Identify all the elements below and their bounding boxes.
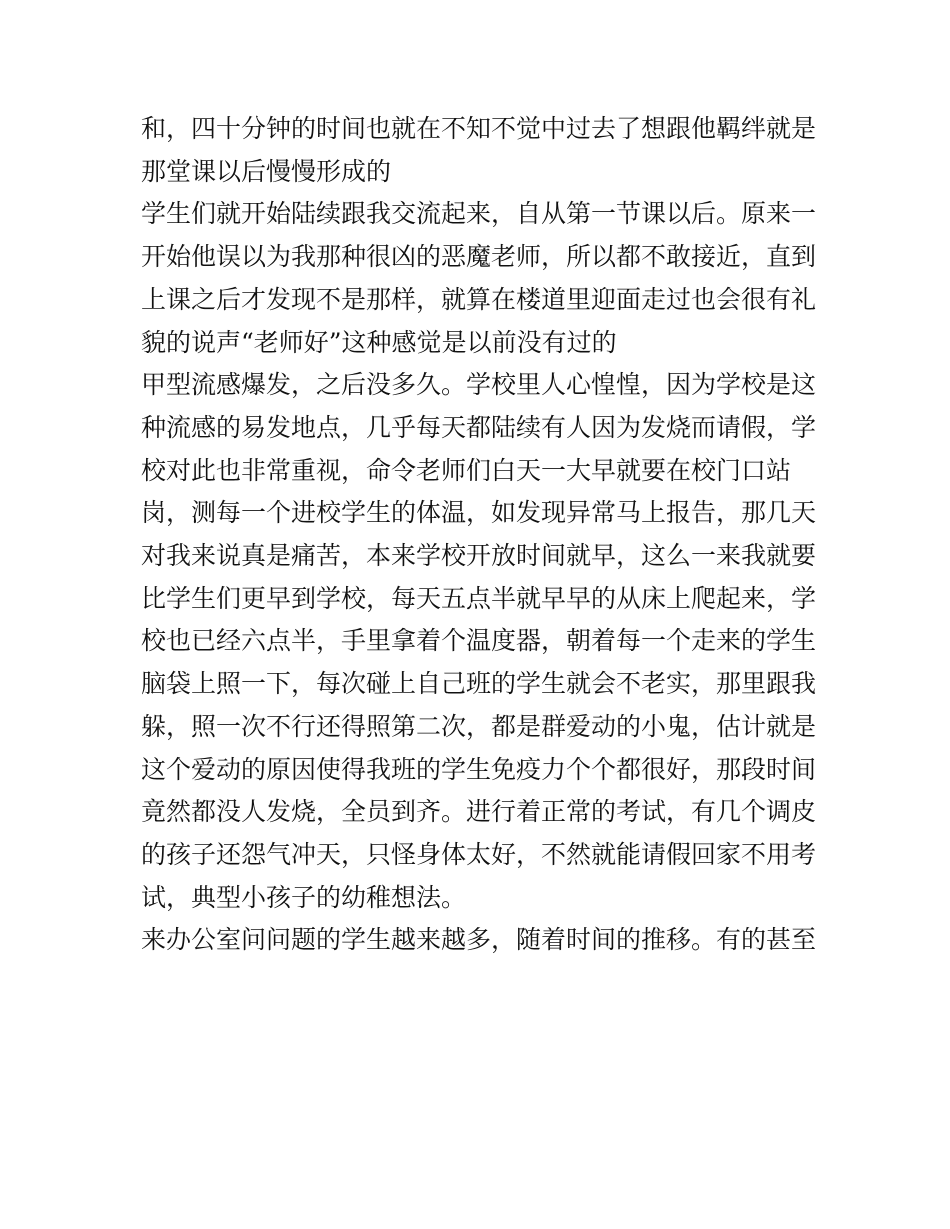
text-line: 竟然都没人发烧，全员到齐。进行着正常的考试，有几个调皮 — [141, 797, 816, 827]
text-line: 校对此也非常重视，命令老师们白天一大早就要在校门口站 — [141, 455, 792, 485]
text-line: 貌的说声“老师好”这种感觉是以前没有过的 — [141, 327, 617, 357]
document-body — [141, 108, 816, 962]
text-line: 上课之后才发现不是那样，就算在楼道里迎面走过也会很有礼 — [141, 284, 816, 314]
text-line: 的孩子还怨气冲天，只怪身体太好，不然就能请假回家不用考 — [141, 839, 816, 869]
text-line: 学生们就开始陆续跟我交流起来，自从第一节课以后。原来一 — [141, 199, 816, 229]
text-line: 躲，照一次不行还得照第二次，都是群爱动的小鬼，估计就是 — [141, 711, 816, 741]
text-line: 校也已经六点半，手里拿着个温度器，朝着每一个走来的学生 — [141, 626, 816, 656]
text-line: 来办公室问问题的学生越来越多，随着时间的推移。有的甚至 — [141, 925, 816, 955]
text-line: 岗，测每一个进校学生的体温，如发现异常马上报告，那几天 — [141, 498, 816, 528]
text-line: 和，四十分钟的时间也就在不知不觉中过去了想跟他羁绊就是 — [141, 114, 816, 143]
text-line: 开始他误以为我那种很凶的恶魔老师，所以都不敢接近，直到 — [141, 242, 816, 272]
text-line: 那堂课以后慢慢形成的 — [141, 156, 392, 186]
text-line: 对我来说真是痛苦，本来学校开放时间就早，这么一来我就要 — [141, 541, 816, 571]
text-line: 试，典型小孩子的幼稚想法。 — [141, 882, 467, 912]
text-line: 脑袋上照一下，每次碰上自己班的学生就会不老实，那里跟我 — [141, 669, 816, 699]
text-line: 甲型流感爆发，之后没多久。学校里人心惶惶，因为学校是这 — [141, 370, 816, 400]
text-line: 这个爱动的原因使得我班的学生免疫力个个都很好，那段时间 — [141, 754, 816, 784]
text-line: 种流感的易发地点，几乎每天都陆续有人因为发烧而请假，学 — [141, 412, 816, 442]
text-line: 比学生们更早到学校，每天五点半就早早的从床上爬起来，学 — [141, 583, 816, 613]
